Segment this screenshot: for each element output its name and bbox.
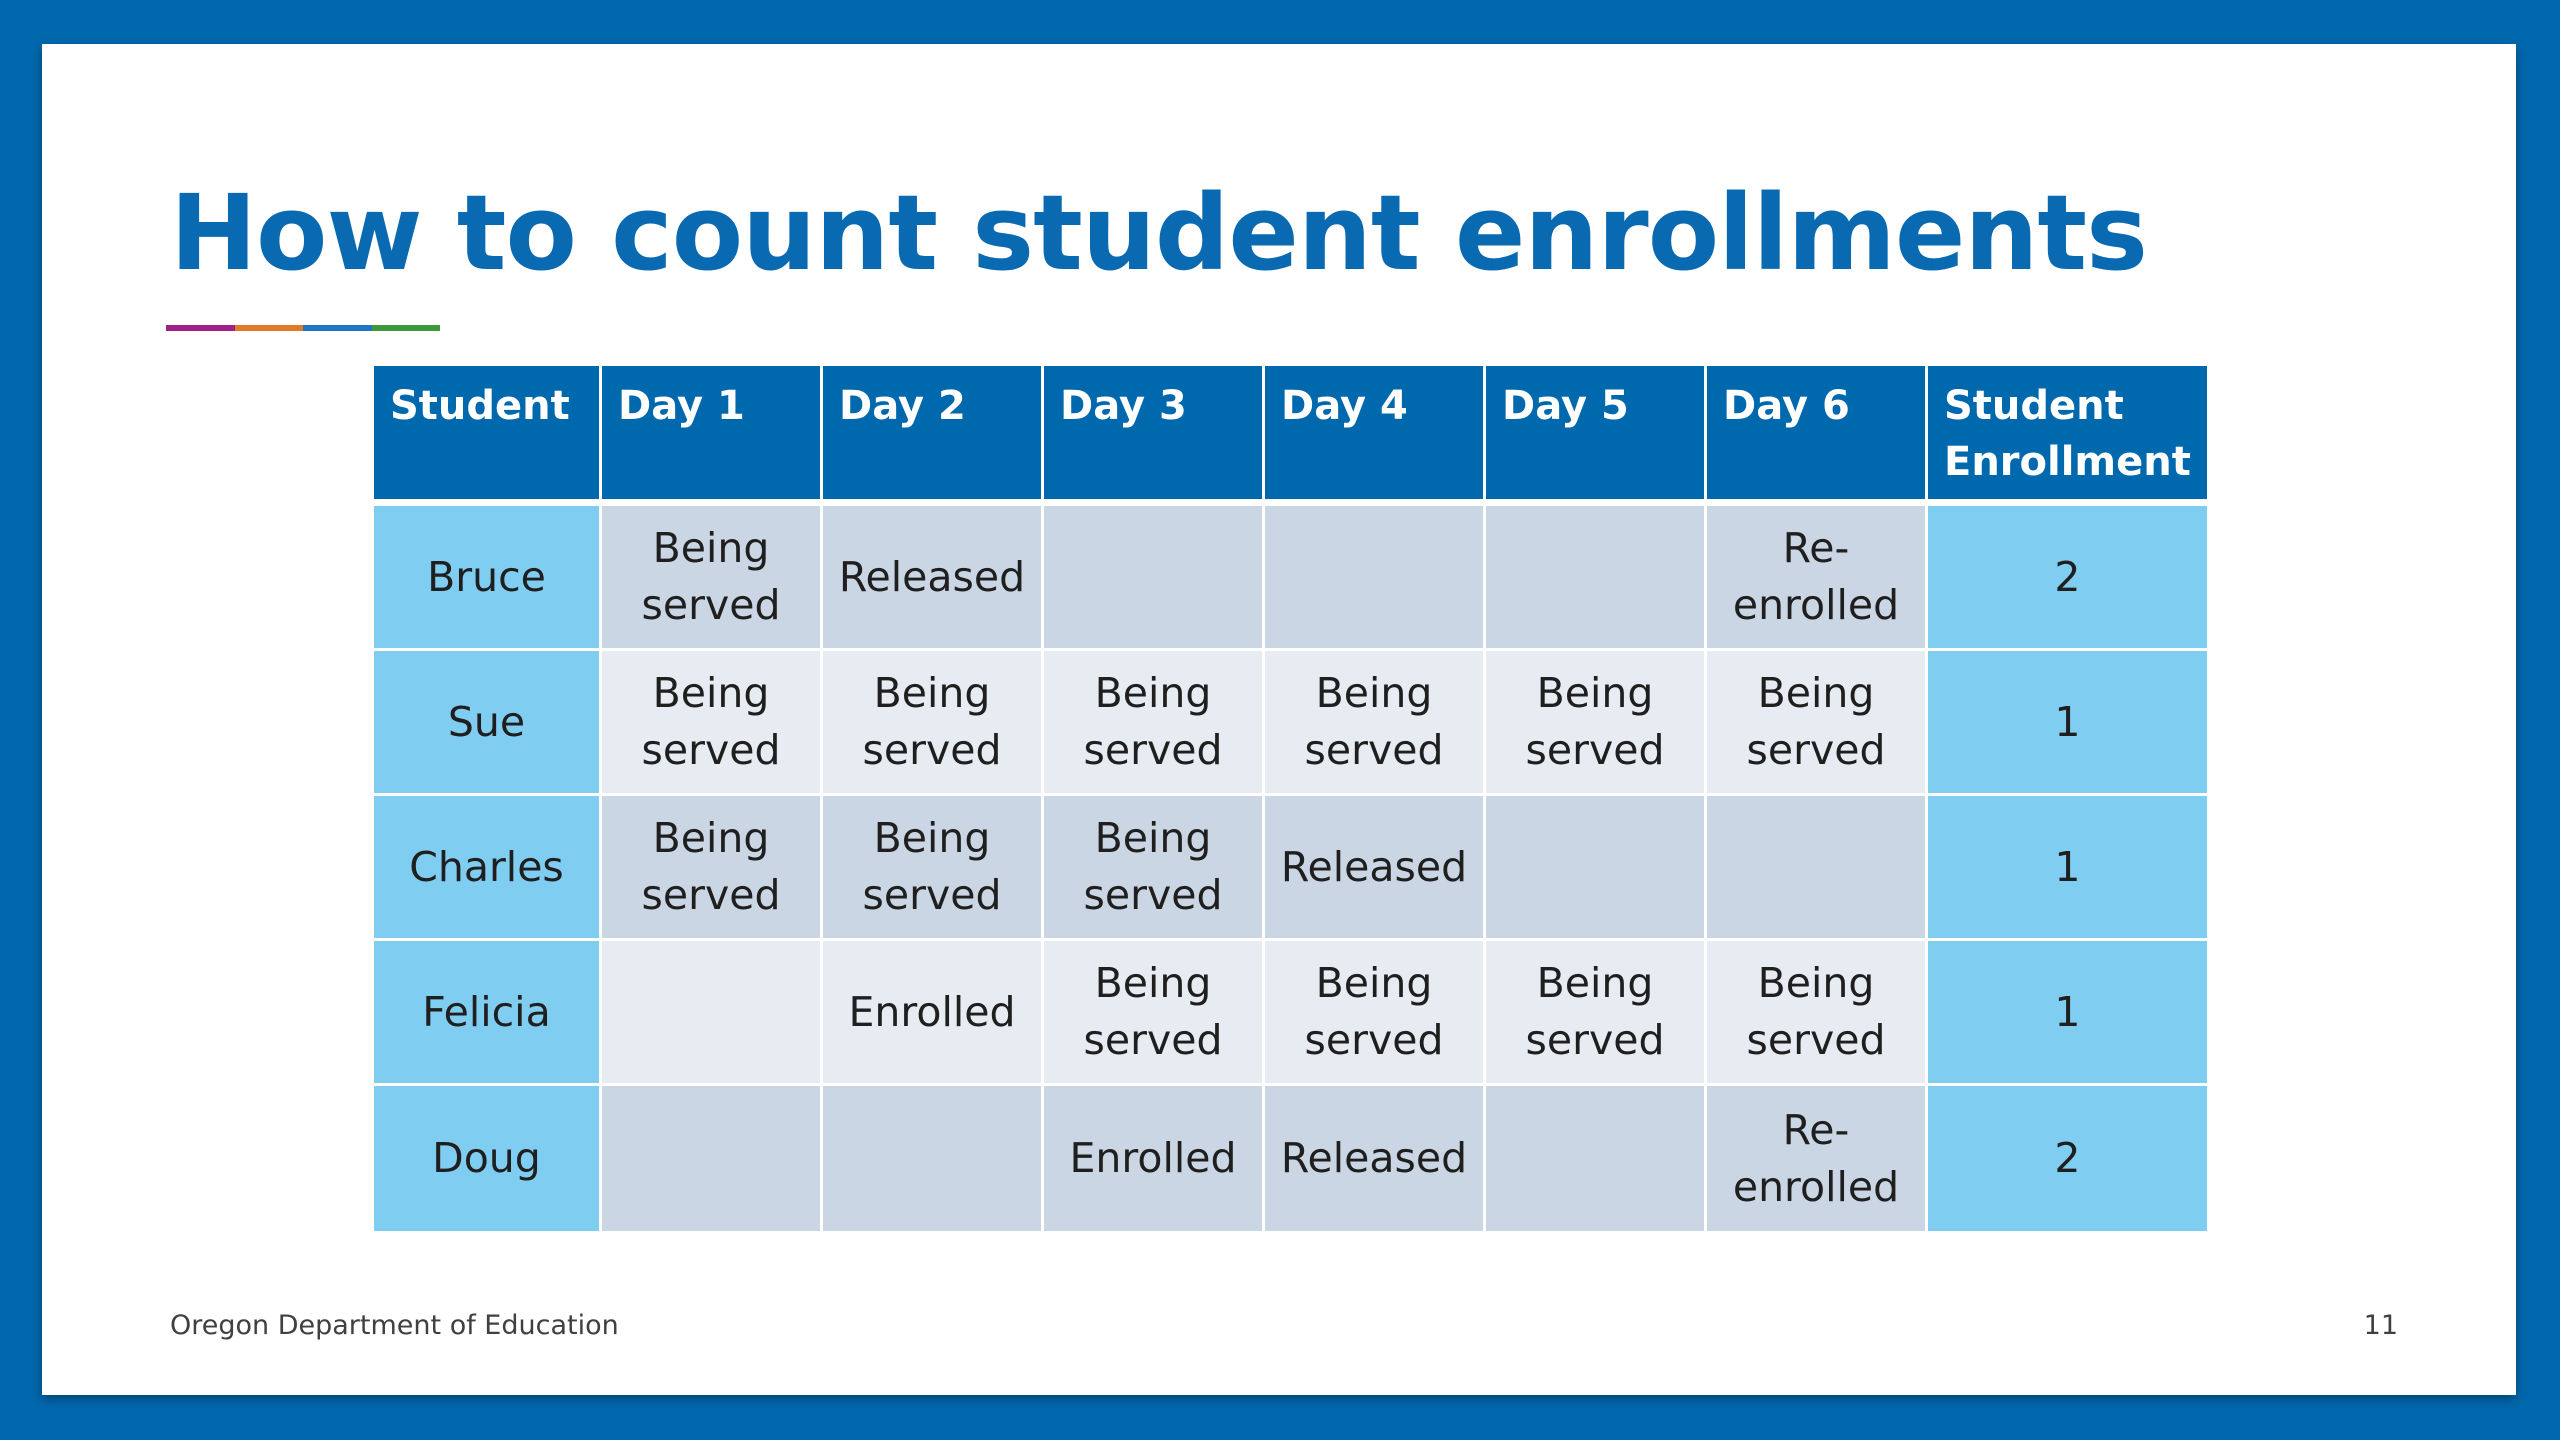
slide bbox=[42, 44, 2516, 1395]
status-text: Being bbox=[652, 669, 770, 717]
status-text: Re- bbox=[1782, 524, 1850, 572]
header-student-enrollment bbox=[1928, 366, 2207, 506]
table-row bbox=[374, 941, 2207, 1086]
status-text: served bbox=[1083, 1016, 1223, 1064]
status-text: served bbox=[1525, 726, 1665, 774]
status-text: Being bbox=[1094, 814, 1212, 862]
footer-organization: Oregon Department of Education bbox=[170, 1310, 619, 1341]
day-5-cell bbox=[1486, 651, 1707, 796]
header-day-4: Day 4 bbox=[1265, 366, 1486, 506]
header-day-1: Day 1 bbox=[602, 366, 823, 506]
day-2-cell bbox=[823, 1086, 1044, 1231]
day-3-cell bbox=[1044, 1086, 1265, 1231]
status-text: Being bbox=[1757, 669, 1875, 717]
status-text: Released bbox=[838, 552, 1026, 601]
status-text: Enrolled bbox=[1069, 1134, 1237, 1182]
slide-title: How to count student enrollments bbox=[170, 172, 2148, 294]
status-text: Released bbox=[1280, 1134, 1468, 1182]
status-text: served bbox=[641, 581, 781, 629]
status-text: enrolled bbox=[1732, 1162, 1900, 1211]
day-2-cell bbox=[823, 651, 1044, 796]
status-text: enrolled bbox=[1732, 581, 1900, 629]
status-text: served bbox=[1525, 1016, 1665, 1064]
header-enrollment-line-2: Enrollment bbox=[1944, 439, 2191, 485]
status-text: Being bbox=[652, 524, 770, 572]
student-enrollment-cell: 2 bbox=[1928, 506, 2207, 651]
table-header bbox=[374, 366, 2207, 506]
status-text: served bbox=[1746, 726, 1886, 774]
status-text: served bbox=[1746, 1016, 1886, 1064]
status-text: Being bbox=[873, 669, 991, 717]
day-5-cell bbox=[1486, 796, 1707, 941]
header-day-5: Day 5 bbox=[1486, 366, 1707, 506]
day-1-cell bbox=[602, 796, 823, 941]
day-6-cell bbox=[1707, 941, 1928, 1086]
status-text: Released bbox=[1280, 842, 1468, 891]
status-text: served bbox=[1304, 1016, 1444, 1064]
day-6-cell bbox=[1707, 506, 1928, 651]
student-name-cell: Sue bbox=[374, 651, 602, 796]
status-text: Being bbox=[1094, 959, 1212, 1007]
status-text: served bbox=[862, 871, 1002, 919]
status-text: Re- bbox=[1782, 1105, 1850, 1154]
status-text: Being bbox=[1536, 959, 1654, 1007]
header-student: Student bbox=[374, 366, 602, 506]
student-enrollment-cell: 2 bbox=[1928, 1086, 2207, 1231]
student-name-cell: Charles bbox=[374, 796, 602, 941]
table-row bbox=[374, 796, 2207, 941]
accent-segment-4 bbox=[372, 325, 441, 331]
day-1-cell bbox=[602, 941, 823, 1086]
day-1-cell bbox=[602, 651, 823, 796]
status-text: Being bbox=[1315, 669, 1433, 717]
day-4-cell bbox=[1265, 1086, 1486, 1231]
accent-segment-2 bbox=[235, 325, 304, 331]
status-text: Enrolled bbox=[848, 987, 1016, 1036]
day-5-cell bbox=[1486, 506, 1707, 651]
table-row bbox=[374, 1086, 2207, 1231]
status-text: served bbox=[641, 726, 781, 774]
header-day-2: Day 2 bbox=[823, 366, 1044, 506]
enrollment-table bbox=[374, 366, 2207, 1231]
day-2-cell bbox=[823, 796, 1044, 941]
day-4-cell bbox=[1265, 941, 1486, 1086]
status-text: Being bbox=[652, 814, 770, 862]
day-2-cell bbox=[823, 941, 1044, 1086]
day-2-cell bbox=[823, 506, 1044, 651]
day-6-cell bbox=[1707, 796, 1928, 941]
status-text: Being bbox=[1536, 669, 1654, 717]
header-enrollment-line-1: Student bbox=[1944, 383, 2124, 429]
student-enrollment-cell: 1 bbox=[1928, 651, 2207, 796]
status-text: served bbox=[1083, 871, 1223, 919]
student-enrollment-cell: 1 bbox=[1928, 941, 2207, 1086]
day-4-cell bbox=[1265, 796, 1486, 941]
day-5-cell bbox=[1486, 941, 1707, 1086]
status-text: served bbox=[1083, 726, 1223, 774]
table-row bbox=[374, 506, 2207, 651]
status-text: Being bbox=[1757, 959, 1875, 1007]
status-text: Being bbox=[1094, 669, 1212, 717]
table-body bbox=[374, 506, 2207, 1231]
day-4-cell bbox=[1265, 651, 1486, 796]
day-1-cell bbox=[602, 506, 823, 651]
table-row bbox=[374, 651, 2207, 796]
day-6-cell bbox=[1707, 1086, 1928, 1231]
status-text: served bbox=[1304, 726, 1444, 774]
title-accent-rule bbox=[166, 325, 440, 331]
page-number: 11 bbox=[2363, 1310, 2398, 1341]
status-text: Being bbox=[1315, 959, 1433, 1007]
accent-segment-3 bbox=[303, 325, 372, 331]
header-day-6: Day 6 bbox=[1707, 366, 1928, 506]
day-1-cell bbox=[602, 1086, 823, 1231]
status-text: served bbox=[641, 871, 781, 919]
day-3-cell bbox=[1044, 796, 1265, 941]
status-text: Being bbox=[873, 814, 991, 862]
student-enrollment-cell: 1 bbox=[1928, 796, 2207, 941]
day-5-cell bbox=[1486, 1086, 1707, 1231]
student-name-cell: Felicia bbox=[374, 941, 602, 1086]
header-day-3: Day 3 bbox=[1044, 366, 1265, 506]
day-4-cell bbox=[1265, 506, 1486, 651]
day-3-cell bbox=[1044, 506, 1265, 651]
day-6-cell bbox=[1707, 651, 1928, 796]
accent-segment-1 bbox=[166, 325, 235, 331]
status-text: served bbox=[862, 726, 1002, 774]
student-name-cell: Bruce bbox=[374, 506, 602, 651]
student-name-cell: Doug bbox=[374, 1086, 602, 1231]
day-3-cell bbox=[1044, 651, 1265, 796]
day-3-cell bbox=[1044, 941, 1265, 1086]
header-row bbox=[374, 366, 2207, 506]
